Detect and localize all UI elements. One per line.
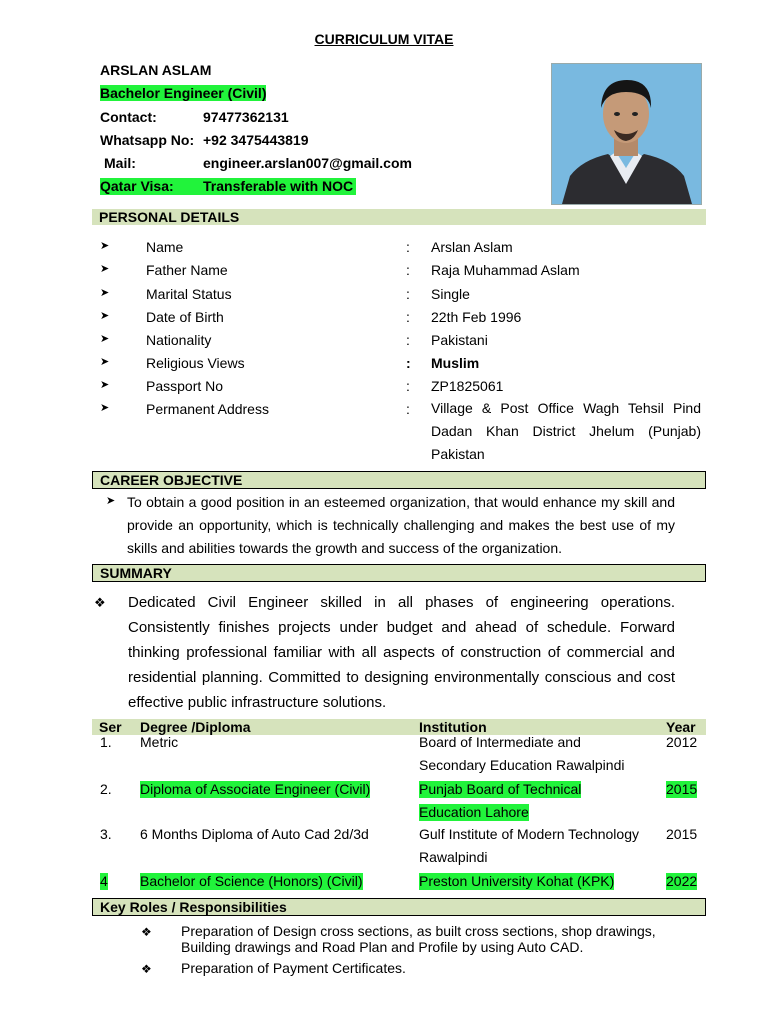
personal-value: 22th Feb 1996 bbox=[431, 309, 522, 325]
visa-label: Qatar Visa: bbox=[100, 178, 174, 194]
role-item: Preparation of Payment Certificates. bbox=[181, 960, 406, 976]
personal-label: Nationality bbox=[146, 332, 212, 348]
education-institution-text: Preston University Kohat (KPK) bbox=[419, 873, 615, 889]
colon-separator: : bbox=[406, 262, 410, 278]
education-ser bbox=[100, 870, 108, 893]
diamond-bullet-icon: ❖ bbox=[94, 595, 106, 610]
education-table-header bbox=[92, 719, 706, 735]
personal-row bbox=[0, 378, 768, 398]
education-year-text: 2022 bbox=[666, 873, 698, 889]
arrow-bullet-icon: ➤ bbox=[106, 495, 116, 507]
education-ser-text: 4 bbox=[100, 873, 108, 889]
education-institution: Secondary Education Rawalpindi bbox=[419, 757, 625, 773]
education-ser: 1. bbox=[100, 734, 112, 750]
education-institution bbox=[419, 801, 529, 824]
colon-separator: : bbox=[406, 332, 410, 348]
education-degree: 6 Months Diploma of Auto Cad 2d/3d bbox=[140, 826, 369, 842]
education-degree-text: Bachelor of Science (Honors) (Civil) bbox=[140, 873, 363, 889]
personal-label: Name bbox=[146, 239, 184, 255]
education-year-text: 2015 bbox=[666, 781, 698, 797]
education-degree bbox=[140, 870, 363, 893]
diamond-bullet-icon: ❖ bbox=[141, 962, 152, 976]
personal-row bbox=[0, 355, 768, 375]
arrow-bullet-icon: ➤ bbox=[100, 263, 110, 275]
education-institution: Board of Intermediate and bbox=[419, 734, 581, 750]
colon-separator: : bbox=[406, 355, 411, 371]
career-objective-text: To obtain a good position in an esteemed organization, that would enhance my skill and provide an opportunity, which is technically challenging and makes the best use of my skills and abilities towards the growth and success of the organization. bbox=[127, 494, 675, 556]
education-year bbox=[666, 778, 697, 801]
personal-label: Date of Birth bbox=[146, 309, 224, 325]
colon-separator: : bbox=[406, 309, 410, 325]
education-degree-text: Diploma of Associate Engineer (Civil) bbox=[140, 781, 371, 797]
colon-separator: : bbox=[406, 378, 410, 394]
whatsapp-value: +92 3475443819 bbox=[203, 132, 309, 148]
contact-value: 97477362131 bbox=[203, 109, 289, 125]
colon-separator: : bbox=[406, 239, 410, 255]
visa-row bbox=[100, 178, 356, 195]
education-institution bbox=[419, 870, 614, 893]
personal-value: Raja Muhammad Aslam bbox=[431, 262, 580, 278]
colon-separator: : bbox=[406, 401, 410, 417]
personal-row bbox=[0, 286, 768, 306]
education-year bbox=[666, 870, 697, 893]
mail-label: Mail: bbox=[104, 155, 136, 171]
key-roles-heading: Key Roles / Responsibilities bbox=[92, 898, 706, 916]
degree-header: Degree /Diploma bbox=[140, 719, 251, 735]
personal-row bbox=[0, 332, 768, 352]
personal-value: Arslan Aslam bbox=[431, 239, 513, 255]
personal-label: Marital Status bbox=[146, 286, 232, 302]
personal-value: Pakistani bbox=[431, 332, 488, 348]
personal-value: Single bbox=[431, 286, 470, 302]
document-title: CURRICULUM VITAE bbox=[314, 31, 454, 47]
personal-row bbox=[0, 309, 768, 329]
education-institution: Gulf Institute of Modern Technology bbox=[419, 826, 639, 842]
summary-heading: SUMMARY bbox=[92, 564, 706, 582]
personal-label: Permanent Address bbox=[146, 401, 269, 417]
mail-value: engineer.arslan007@gmail.com bbox=[203, 155, 412, 171]
arrow-bullet-icon: ➤ bbox=[100, 287, 110, 299]
arrow-bullet-icon: ➤ bbox=[100, 402, 110, 414]
ser-header: Ser bbox=[99, 719, 122, 735]
candidate-degree: Bachelor Engineer (Civil) bbox=[100, 85, 267, 101]
role-item: Preparation of Design cross sections, as built cross sections, shop drawings, Building drawings and Road Plan and Profile by using Auto CAD. bbox=[181, 923, 656, 955]
personal-details-heading: PERSONAL DETAILS bbox=[92, 209, 706, 225]
education-institution: Rawalpindi bbox=[419, 849, 488, 865]
year-header: Year bbox=[666, 719, 696, 735]
education-degree: Metric bbox=[140, 734, 179, 750]
institution-header: Institution bbox=[419, 719, 487, 735]
education-ser: 2. bbox=[100, 781, 112, 797]
education-degree bbox=[140, 778, 370, 801]
summary-text: Dedicated Civil Engineer skilled in all phases of engineering operations. Consistently finishes projects under budget and ahead of schedule. Forward thinking professional familiar with all aspects of construction of commercial and residential planning. Committed to designing environmentally conscious and cost effective public infrastructure solutions. bbox=[128, 594, 675, 711]
colon-separator: : bbox=[406, 286, 410, 302]
person-portrait-icon bbox=[552, 64, 701, 204]
education-institution-text: Education Lahore bbox=[419, 804, 529, 820]
arrow-bullet-icon: ➤ bbox=[100, 356, 110, 368]
profile-photo bbox=[551, 63, 702, 205]
personal-row bbox=[0, 239, 768, 259]
personal-label: Father Name bbox=[146, 262, 228, 278]
education-institution bbox=[419, 778, 581, 801]
personal-label: Passport No bbox=[146, 378, 224, 394]
arrow-bullet-icon: ➤ bbox=[100, 310, 110, 322]
education-institution-text: Punjab Board of Technical bbox=[419, 781, 582, 797]
personal-row bbox=[0, 262, 768, 282]
arrow-bullet-icon: ➤ bbox=[100, 240, 110, 252]
education-ser: 3. bbox=[100, 826, 112, 842]
arrow-bullet-icon: ➤ bbox=[100, 379, 110, 391]
contact-label: Contact: bbox=[100, 109, 157, 125]
education-year: 2015 bbox=[666, 826, 698, 842]
personal-value: Muslim bbox=[431, 355, 480, 371]
education-year: 2012 bbox=[666, 734, 698, 750]
candidate-name: ARSLAN ASLAM bbox=[100, 62, 212, 78]
arrow-bullet-icon: ➤ bbox=[100, 333, 110, 345]
career-objective-heading: CAREER OBJECTIVE bbox=[92, 471, 706, 489]
visa-value: Transferable with NOC bbox=[203, 178, 354, 194]
permanent-address-value: Village & Post Office Wagh Tehsil Pind Dadan Khan District Jhelum (Punjab) Pakistan bbox=[431, 400, 701, 462]
personal-value: ZP1825061 bbox=[431, 378, 504, 394]
whatsapp-label: Whatsapp No: bbox=[100, 132, 195, 148]
diamond-bullet-icon: ❖ bbox=[141, 925, 152, 939]
personal-label: Religious Views bbox=[146, 355, 245, 371]
